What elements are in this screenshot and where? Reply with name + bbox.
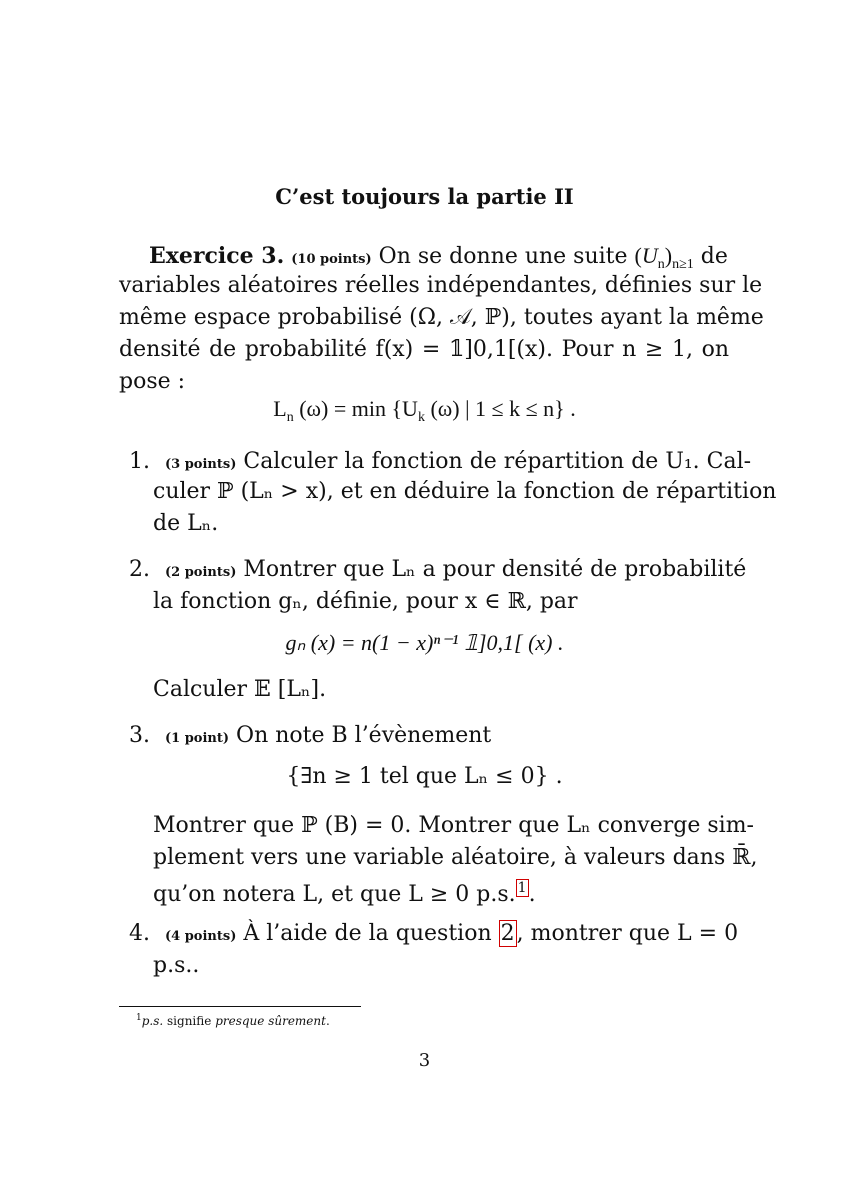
question-points: (3 points) <box>165 457 237 472</box>
question-points: (2 points) <box>165 565 237 580</box>
definition-formula: $L_n$ $(\omega) = \min \{U_k$ (ω) | 1 ≤ k ≤ n} . <box>273 396 576 425</box>
question-1-line2: culer ℙ (Lₙ > x), et en déduire la fonction de répartition <box>153 479 777 504</box>
question-1-line3: de Lₙ. <box>153 511 219 536</box>
question-text: Montrer que Lₙ a pour densité de probabilité <box>243 557 747 582</box>
question-4: 4. (4 points) À l’aide de la question 2, montrer que L = 0 <box>129 921 739 946</box>
footnote-link[interactable]: 1 <box>517 880 527 896</box>
footnote-mark: 1 <box>136 1013 142 1023</box>
question-3-line3: plement vers une variable aléatoire, à valeurs dans ℝ̄, <box>153 845 758 870</box>
question-2 <box>129 554 746 589</box>
question-number: 4. <box>129 921 150 946</box>
question-points: (1 point) <box>165 731 230 746</box>
exercise-intro-line1: On se donne une suite $(U_n)_{n\ge 1}$ de <box>378 243 728 272</box>
exercise-points: (10 points) <box>291 252 372 267</box>
question-4-line2: p.s.. <box>153 953 200 978</box>
page-number: 3 <box>418 1050 431 1071</box>
question-number: 2. <box>129 557 150 582</box>
question-number: 1. <box>129 449 150 474</box>
question-text: Calculer la fonction de répartition de U₁. Cal- <box>243 449 752 474</box>
question-2-formula: gₙ (x) = n(1 − x)ⁿ⁻¹ 𝟙]0,1[ (x) . <box>285 630 564 655</box>
question-3-formula: {∃n ≥ 1 tel que Lₙ ≤ 0} . <box>286 764 563 789</box>
footnote-rule <box>119 1006 361 1007</box>
question-number: 3. <box>129 723 150 748</box>
question-3-line2: Montrer que ℙ (B) = 0. Montrer que Lₙ converge sim- <box>153 813 754 838</box>
question-3 <box>129 720 491 755</box>
page-title: C’est toujours la partie II <box>275 184 574 209</box>
question-2-line3: Calculer 𝔼 [Lₙ]. <box>153 677 327 702</box>
exercise-label: Exercice 3. <box>149 243 285 269</box>
footnote: $^1$p.s. signifie presque sûrement. <box>136 1013 330 1028</box>
question-points: (4 points) <box>165 929 237 944</box>
question-2-link[interactable]: 2 <box>500 921 515 946</box>
exercise-intro-line2: variables aléatoires réelles indépendantes, définies sur le <box>119 273 763 298</box>
exercise-intro-line3: même espace probabilisé (Ω, 𝒜, ℙ), toutes ayant la même <box>119 305 764 330</box>
question-2-line2: la fonction gₙ, définie, pour x ∈ ℝ, par <box>153 589 578 614</box>
exercise-intro-line4: densité de probabilité f(x) = 𝟙]0,1[(x). Pour n ≥ 1, on <box>119 337 729 362</box>
question-text: On note B l’évènement <box>236 723 492 748</box>
question-3-line4: qu’on notera L, et que L ≥ 0 p.s. $^1$. <box>153 880 536 907</box>
exercise-intro-line5: pose : <box>119 369 186 394</box>
